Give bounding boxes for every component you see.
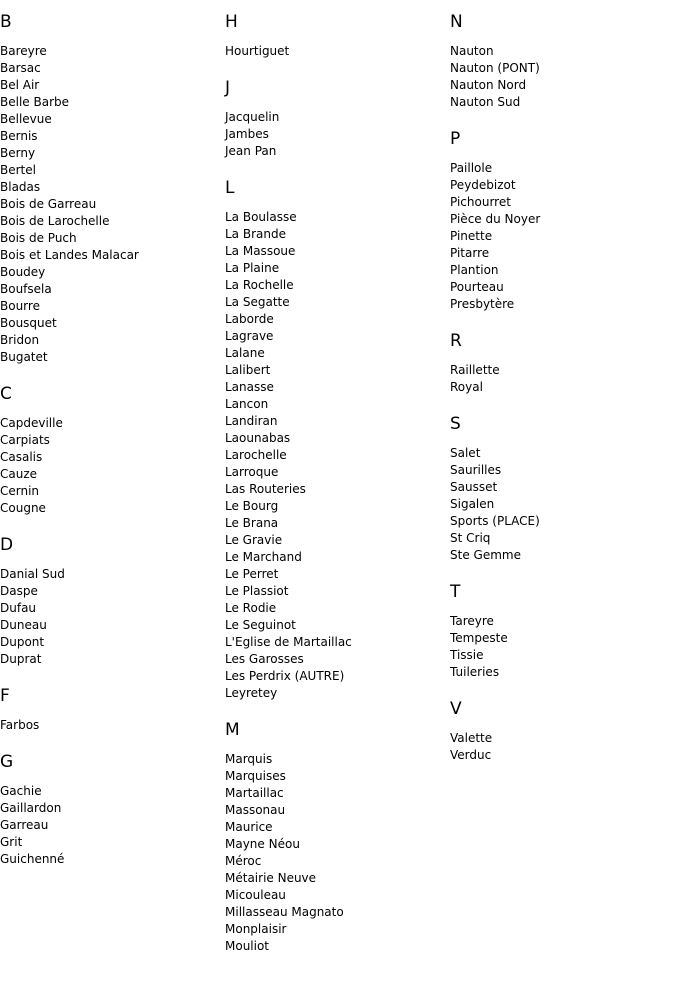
- place-link-duprat[interactable]: Duprat: [0, 652, 42, 666]
- place-link-boudey[interactable]: Boudey: [0, 265, 46, 279]
- place-link-presbytere[interactable]: Presbytère: [450, 297, 515, 311]
- place-link-laborde[interactable]: Laborde: [225, 312, 274, 326]
- place-link-lancon[interactable]: Lancon: [225, 397, 269, 411]
- place-link-tareyre[interactable]: Tareyre: [450, 614, 494, 628]
- place-link-royal[interactable]: Royal: [450, 380, 483, 394]
- place-link-bertel[interactable]: Bertel: [0, 163, 36, 177]
- place-link-bois-de-puch[interactable]: Bois de Puch: [0, 231, 77, 245]
- letter-group-c: [0, 384, 220, 517]
- place-link-landiran[interactable]: Landiran: [225, 414, 278, 428]
- place-link-la-massoue[interactable]: La Massoue: [225, 244, 296, 258]
- place-link-dufau[interactable]: Dufau: [0, 601, 37, 615]
- place-link-bernis[interactable]: Bernis: [0, 129, 38, 143]
- place-link-pourteau[interactable]: Pourteau: [450, 280, 504, 294]
- place-link-boufsela[interactable]: Boufsela: [0, 282, 52, 296]
- place-link-le-plassiot[interactable]: Le Plassiot: [225, 584, 289, 598]
- place-link-le-gravie[interactable]: Le Gravie: [225, 533, 283, 547]
- place-list: [225, 209, 445, 702]
- letter-heading: L: [225, 178, 235, 198]
- place-link-massonau[interactable]: Massonau: [225, 803, 286, 817]
- letter-heading: F: [0, 686, 10, 706]
- place-link-casalis[interactable]: Casalis: [0, 450, 43, 464]
- place-list: [450, 160, 670, 313]
- place-link-la-segatte[interactable]: La Segatte: [225, 295, 290, 309]
- letter-group-v: [450, 699, 670, 764]
- place-link-barsac[interactable]: Barsac: [0, 61, 41, 75]
- place-list: [225, 109, 445, 160]
- letter-group-d: [0, 535, 220, 668]
- place-link-l-eglise-de-martaillac[interactable]: L'Eglise de Martaillac: [225, 635, 352, 649]
- place-link-raillette[interactable]: Raillette: [450, 363, 500, 377]
- letter-group-l: [225, 178, 445, 702]
- index-column-2: [225, 0, 445, 973]
- letter-group-g: [0, 752, 220, 868]
- place-link-bois-de-larochelle[interactable]: Bois de Larochelle: [0, 214, 110, 228]
- letter-heading: H: [225, 12, 238, 32]
- letter-heading: B: [0, 12, 12, 32]
- place-link-leyretey[interactable]: Leyretey: [225, 686, 278, 700]
- place-link-la-boulasse[interactable]: La Boulasse: [225, 210, 297, 224]
- letter-heading: G: [0, 752, 14, 772]
- place-link-sausset[interactable]: Sausset: [450, 480, 498, 494]
- place-link-jacquelin[interactable]: Jacquelin: [225, 110, 280, 124]
- place-link-bareyre[interactable]: Bareyre: [0, 44, 47, 58]
- place-link-nauton-sud[interactable]: Nauton Sud: [450, 95, 521, 109]
- place-link-daspe[interactable]: Daspe: [0, 584, 38, 598]
- place-link-duneau[interactable]: Duneau: [0, 618, 47, 632]
- place-link-la-plaine[interactable]: La Plaine: [225, 261, 280, 275]
- place-link-cougne[interactable]: Cougne: [0, 501, 46, 515]
- place-link-plantion[interactable]: Plantion: [450, 263, 499, 277]
- place-link-st-criq[interactable]: St Criq: [450, 531, 491, 545]
- place-link-verduc[interactable]: Verduc: [450, 748, 492, 762]
- index-column-3: [450, 0, 670, 782]
- place-link-la-brande[interactable]: La Brande: [225, 227, 286, 241]
- place-link-lagrave[interactable]: Lagrave: [225, 329, 274, 343]
- letter-group-s: [450, 414, 670, 564]
- place-link-mayne-neou[interactable]: Mayne Néou: [225, 837, 300, 851]
- place-list: [450, 613, 670, 681]
- place-list: [450, 730, 670, 764]
- place-link-piece-du-noyer[interactable]: Pièce du Noyer: [450, 212, 541, 226]
- place-link-pichourret[interactable]: Pichourret: [450, 195, 511, 209]
- place-link-grit[interactable]: Grit: [0, 835, 23, 849]
- place-link-les-perdrix-autre[interactable]: Les Perdrix (AUTRE): [225, 669, 345, 683]
- place-link-hourtiguet[interactable]: Hourtiguet: [225, 44, 290, 58]
- place-link-bois-de-garreau[interactable]: Bois de Garreau: [0, 197, 97, 211]
- place-link-tuileries[interactable]: Tuileries: [450, 665, 500, 679]
- letter-heading: R: [450, 331, 462, 351]
- place-link-les-garosses[interactable]: Les Garosses: [225, 652, 304, 666]
- place-link-saurilles[interactable]: Saurilles: [450, 463, 502, 477]
- place-list: [450, 43, 670, 111]
- place-link-metairie-neuve[interactable]: Métairie Neuve: [225, 871, 317, 885]
- place-list: [0, 566, 220, 668]
- place-link-capdeville[interactable]: Capdeville: [0, 416, 63, 430]
- letter-group-n: [450, 12, 670, 111]
- letter-group-r: [450, 331, 670, 396]
- letter-group-f: [0, 686, 220, 734]
- place-link-paillole[interactable]: Paillole: [450, 161, 493, 175]
- place-link-las-routeries[interactable]: Las Routeries: [225, 482, 306, 496]
- place-link-berny[interactable]: Berny: [0, 146, 36, 160]
- place-link-larochelle[interactable]: Larochelle: [225, 448, 287, 462]
- place-list: [225, 43, 445, 60]
- place-link-danial-sud[interactable]: Danial Sud: [0, 567, 65, 581]
- place-link-tempeste[interactable]: Tempeste: [450, 631, 508, 645]
- place-link-bel-air[interactable]: Bel Air: [0, 78, 40, 92]
- place-link-nauton-pont[interactable]: Nauton (PONT): [450, 61, 540, 75]
- place-link-farbos[interactable]: Farbos: [0, 718, 40, 732]
- place-list: [0, 783, 220, 868]
- place-link-meroc[interactable]: Méroc: [225, 854, 262, 868]
- place-link-bourre[interactable]: Bourre: [0, 299, 40, 313]
- place-list: [450, 445, 670, 564]
- place-link-le-perret[interactable]: Le Perret: [225, 567, 279, 581]
- place-link-la-rochelle[interactable]: La Rochelle: [225, 278, 294, 292]
- place-link-bois-et-landes-malacar[interactable]: Bois et Landes Malacar: [0, 248, 139, 262]
- place-link-mouliot[interactable]: Mouliot: [225, 939, 270, 953]
- letter-heading: V: [450, 699, 462, 719]
- place-link-valette[interactable]: Valette: [450, 731, 493, 745]
- place-link-carpiats[interactable]: Carpiats: [0, 433, 50, 447]
- place-link-jambes[interactable]: Jambes: [225, 127, 269, 141]
- letter-group-m: [225, 720, 445, 955]
- letter-heading: N: [450, 12, 463, 32]
- place-link-bugatet[interactable]: Bugatet: [0, 350, 48, 364]
- letter-group-j: [225, 78, 445, 160]
- place-link-lalibert[interactable]: Lalibert: [225, 363, 271, 377]
- place-link-dupont[interactable]: Dupont: [0, 635, 45, 649]
- place-link-garreau[interactable]: Garreau: [0, 818, 49, 832]
- place-link-gaillardon[interactable]: Gaillardon: [0, 801, 62, 815]
- place-link-ste-gemme[interactable]: Ste Gemme: [450, 548, 521, 562]
- letter-heading: P: [450, 129, 461, 149]
- place-link-monplaisir[interactable]: Monplaisir: [225, 922, 287, 936]
- place-link-tissie[interactable]: Tissie: [450, 648, 484, 662]
- index-column-1: [0, 0, 220, 886]
- place-link-cernin[interactable]: Cernin: [0, 484, 40, 498]
- place-link-le-seguinot[interactable]: Le Seguinot: [225, 618, 296, 632]
- place-link-lanasse[interactable]: Lanasse: [225, 380, 274, 394]
- place-link-bellevue[interactable]: Bellevue: [0, 112, 52, 126]
- letter-heading: M: [225, 720, 240, 740]
- letter-group-t: [450, 582, 670, 681]
- place-link-micouleau[interactable]: Micouleau: [225, 888, 286, 902]
- place-list: [450, 362, 670, 396]
- place-link-millasseau-magnato[interactable]: Millasseau Magnato: [225, 905, 344, 919]
- place-link-sports-place[interactable]: Sports (PLACE): [450, 514, 540, 528]
- place-link-laounabas[interactable]: Laounabas: [225, 431, 291, 445]
- place-link-gachie[interactable]: Gachie: [0, 784, 42, 798]
- place-link-peydebizot[interactable]: Peydebizot: [450, 178, 516, 192]
- place-link-martaillac[interactable]: Martaillac: [225, 786, 284, 800]
- place-list: [0, 415, 220, 517]
- letter-heading: T: [450, 582, 461, 602]
- place-link-le-rodie[interactable]: Le Rodie: [225, 601, 277, 615]
- place-link-nauton[interactable]: Nauton: [450, 44, 494, 58]
- letter-group-h: [225, 12, 445, 60]
- place-list: [0, 43, 220, 366]
- place-link-pinette[interactable]: Pinette: [450, 229, 493, 243]
- place-link-maurice[interactable]: Maurice: [225, 820, 273, 834]
- place-link-nauton-nord[interactable]: Nauton Nord: [450, 78, 527, 92]
- place-link-le-brana[interactable]: Le Brana: [225, 516, 279, 530]
- place-list: [225, 751, 445, 955]
- place-link-pitarre[interactable]: Pitarre: [450, 246, 490, 260]
- letter-heading: J: [225, 78, 231, 98]
- place-link-lalane[interactable]: Lalane: [225, 346, 265, 360]
- place-list: [0, 717, 220, 734]
- letter-group-b: [0, 12, 220, 366]
- place-link-bousquet[interactable]: Bousquet: [0, 316, 57, 330]
- letter-heading: C: [0, 384, 12, 404]
- place-link-le-bourg[interactable]: Le Bourg: [225, 499, 279, 513]
- place-link-cauze[interactable]: Cauze: [0, 467, 38, 481]
- place-link-belle-barbe[interactable]: Belle Barbe: [0, 95, 69, 109]
- place-link-bridon[interactable]: Bridon: [0, 333, 40, 347]
- place-link-guichenne[interactable]: Guichenné: [0, 852, 65, 866]
- place-link-larroque[interactable]: Larroque: [225, 465, 279, 479]
- place-link-sigalen[interactable]: Sigalen: [450, 497, 495, 511]
- place-link-marquis[interactable]: Marquis: [225, 752, 273, 766]
- letter-group-p: [450, 129, 670, 313]
- letter-heading: S: [450, 414, 461, 434]
- place-link-marquises[interactable]: Marquises: [225, 769, 286, 783]
- place-link-bladas[interactable]: Bladas: [0, 180, 41, 194]
- place-link-salet[interactable]: Salet: [450, 446, 481, 460]
- place-link-jean-pan[interactable]: Jean Pan: [225, 144, 277, 158]
- place-link-le-marchand[interactable]: Le Marchand: [225, 550, 302, 564]
- letter-heading: D: [0, 535, 14, 555]
